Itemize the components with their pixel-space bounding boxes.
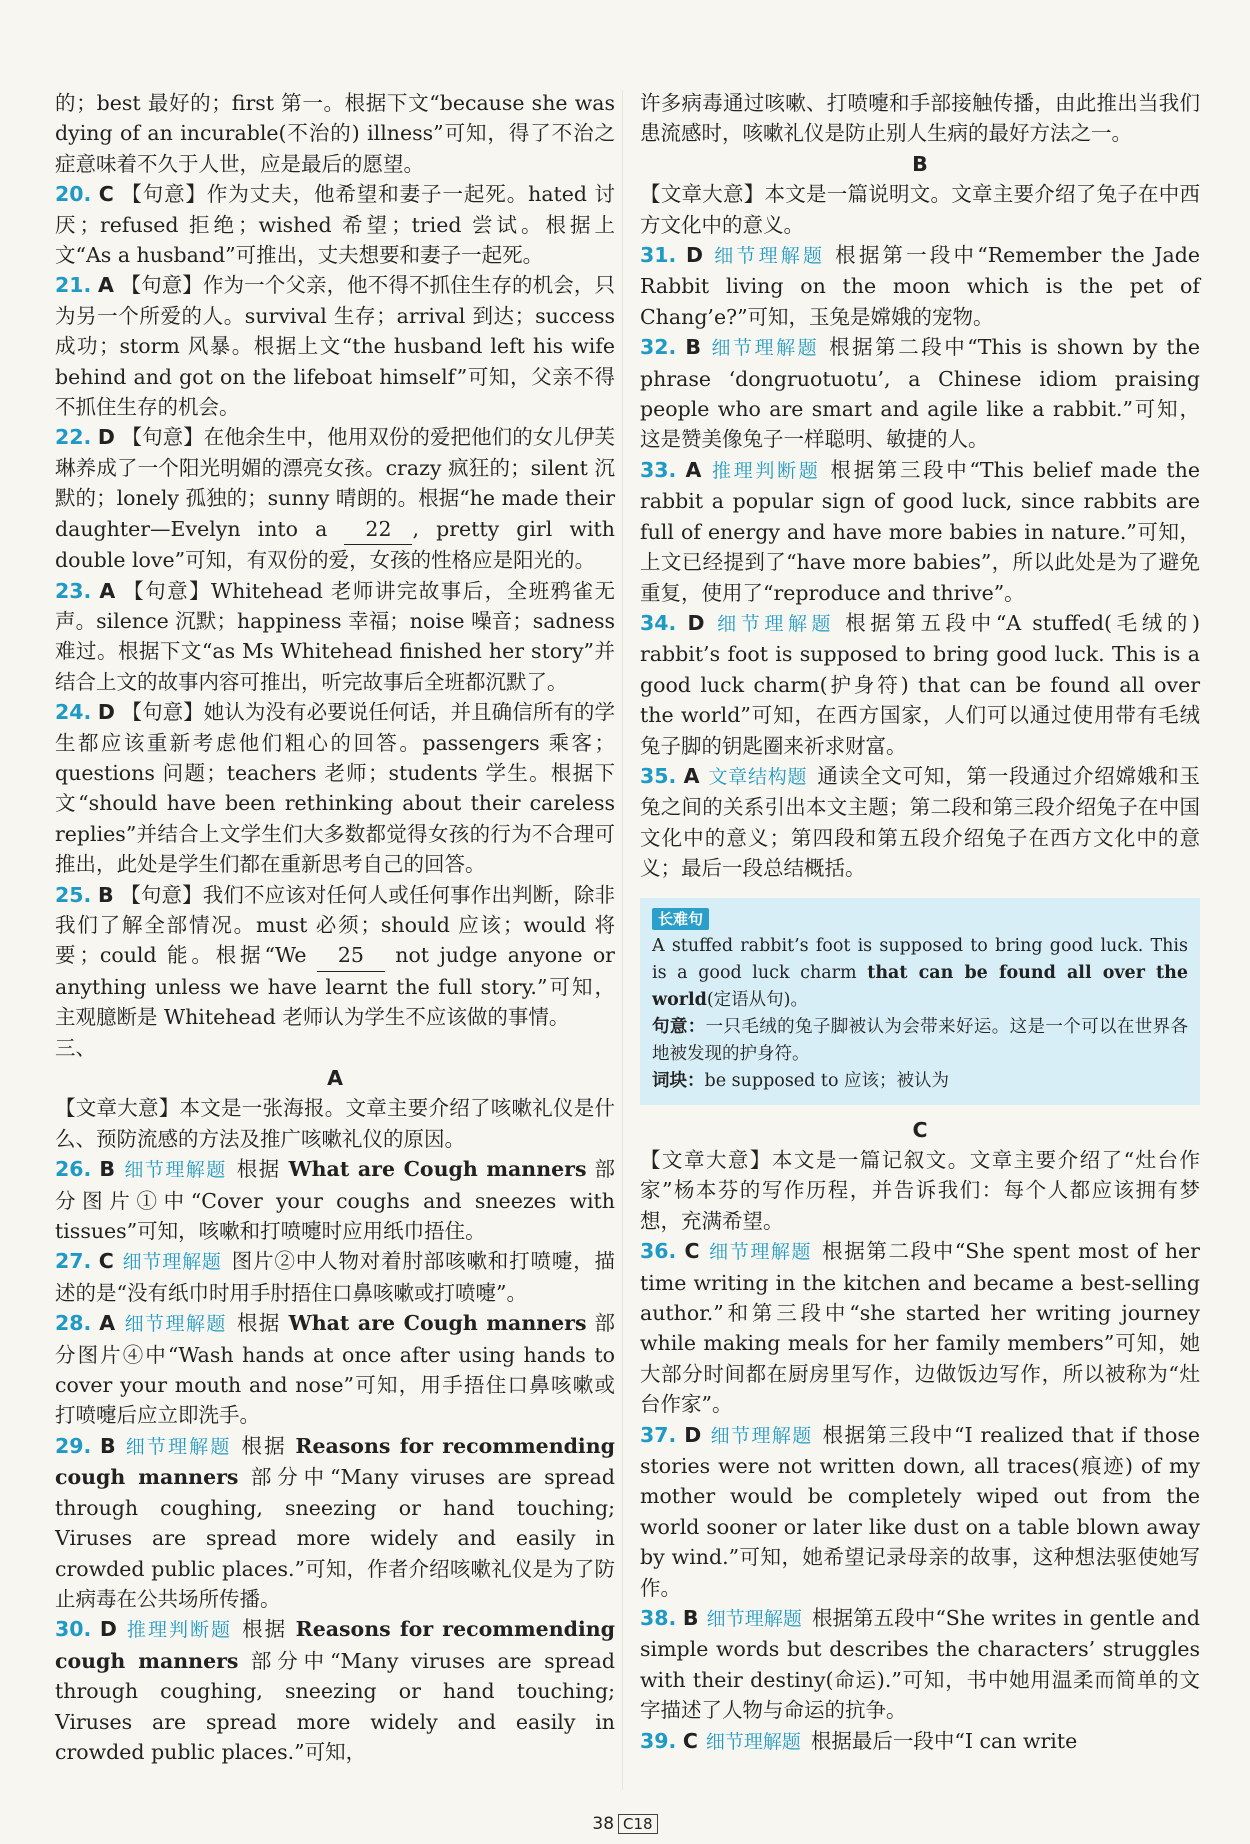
section-code: C18 bbox=[618, 1814, 658, 1834]
answer-item-28: 28. A 细节理解题 根据 What are Cough manners 部分图片④中“Wash hands at once after using hands to cover your mouth and nose”可知，用手捂住口鼻咳嗽或打喷嚏后应立即洗手。 bbox=[55, 1311, 615, 1428]
word-chunk: 词块：be supposed to 应该；被认为 bbox=[652, 1070, 950, 1091]
answer-item-26: 26. B 细节理解题 根据 What are Cough manners 部分图片①中“Cover your coughs and sneezes with tissues”可知，咳嗽和打喷嚏时应用纸巾捂住。 bbox=[55, 1157, 615, 1244]
answer-item-20: 20. C 【句意】作为丈夫，他希望和妻子一起死。hated 讨厌；refused 拒绝；wished 希望；tried 尝试。根据上文“As a husband”可推出，丈夫想要和妻子一起死。 bbox=[55, 182, 615, 268]
continuation-text: 的；best 最好的；first 第一。根据下文“because she was dying of an incurable(不治的) illness”可知，得了不治之症意味着不久于人世，应是最后的愿望。 bbox=[55, 91, 615, 176]
answer-item-29: 29. B 细节理解题 根据 Reasons for recommending cough manners 部分中“Many viruses are spread through coughing, sneezing or hand touching; Viruses are spread more widely and easily in crowded public places.”可知，作者介绍咳嗽礼仪是为了防止病毒在公共场所传播。 bbox=[55, 1433, 615, 1611]
column-divider bbox=[622, 90, 623, 1790]
page-footer bbox=[0, 1814, 1250, 1834]
right-column bbox=[640, 88, 1200, 1757]
sentence-meaning: 句意：一只毛绒的兔子脚被认为会带来好运。这是一个可以在世界各地被发现的护身符。 bbox=[652, 1016, 1189, 1064]
question-type-label: 文章结构题 bbox=[707, 765, 808, 788]
answer-item-25: 25. B 【句意】我们不应该对任何人或任何事作出判断，除非我们了解全部情况。must 必须；should 应该；would 将要；could 能。根据“We 25 not judge anyone or anything unless we have learnt the full story.”可知，主观臆断是 Whitehead 老师认为学生不应该做的事情。 bbox=[55, 882, 615, 1030]
question-type-label: 细节理解题 bbox=[709, 1424, 813, 1447]
blank-25: 25 bbox=[317, 940, 385, 971]
answer-item-30: 30. D 推理判断题 根据 Reasons for recommending cough manners 部分中“Many viruses are spread through coughing, sneezing or hand touching; Viruses are spread more widely and easily in crowded public places.”可知， bbox=[55, 1617, 615, 1764]
question-type-label: 细节理解题 bbox=[122, 1159, 227, 1182]
answer-item-36: 36. C 细节理解题 根据第二段中“She spent most of her time writing in the kitchen and became a best-selling author.”和第三段中“she started her writing journey while making meals for her family members”可知，她大部分时间都在厨房里写作，边做饭边写作，所以被称为“灶台作家”。 bbox=[640, 1239, 1200, 1417]
question-type-label: 细节理解题 bbox=[707, 1241, 813, 1264]
part-c-heading: C bbox=[912, 1117, 928, 1142]
part-a-heading: A bbox=[327, 1066, 343, 1090]
question-type-label: 细节理解题 bbox=[706, 1608, 802, 1631]
long-sentence-text: A stuffed rabbit’s foot is supposed to bring good luck. This is a good luck charm that can be found all over the world(定语从句)。 bbox=[652, 935, 1188, 1010]
answer-item-35: 35. A 文章结构题 通读全文可知，第一段通过介绍嫦娥和玉兔之间的关系引出本文主题；第二段和第三段介绍兔子在中国文化中的意义；第四段和第五段介绍兔子在西方文化中的意义；最后一段总结概括。 bbox=[640, 763, 1200, 881]
section-heading: 三、 bbox=[55, 1035, 96, 1060]
continuation-text: 许多病毒通过咳嗽、打喷嚏和手部接触传播，由此推出当我们患流感时，咳嗽礼仪是防止别人生病的最好方法之一。 bbox=[640, 91, 1200, 146]
answer-item-24: 24. D 【句意】她认为没有必要说任何话，并且确信所有的学生都应该重新考虑他们粗心的回答。passengers 乘客；questions 问题；teachers 老师；students 学生。根据下文“should have been rethinking about their careless replies”并结合上文学生们大多数都觉得女孩的行为不合理可推出，此处是学生们都在重新思考自己的回答。 bbox=[55, 700, 615, 877]
question-type-label: 细节理解题 bbox=[123, 1313, 227, 1336]
answer-item-39: 39. C 细节理解题 根据最后一段中“I can write bbox=[640, 1728, 1078, 1753]
question-type-label: 推理判断题 bbox=[124, 1619, 233, 1642]
answer-item-21: 21. A 【句意】作为一个父亲，他不得不抓住生存的机会，只为另一个所爱的人。survival 生存；arrival 到达；success 成功；storm 风暴。根据上文“the husband left his wife behind and got on the lifeboat himself”可知，父亲不得不抓住生存的机会。 bbox=[55, 273, 615, 420]
question-type-label: 细节理解题 bbox=[709, 337, 820, 360]
blank-22: 22 bbox=[344, 514, 412, 545]
answer-item-37: 37. D 细节理解题 根据第三段中“I realized that if those stories were not written down, all traces(痕迹) of my mother would be completely wiped out from the world sooner or later like dust on a table blown away by wind.”可知，她希望记录母亲的故事，这种想法驱使她写作。 bbox=[640, 1422, 1200, 1600]
summary-b: 【文章大意】本文是一篇说明文。文章主要介绍了兔子在中西方文化中的意义。 bbox=[640, 182, 1200, 237]
left-column bbox=[55, 88, 615, 1767]
summary-a: 【文章大意】本文是一张海报。文章主要介绍了咳嗽礼仪是什么、预防流感的方法及推广咳嗽礼仪的原因。 bbox=[55, 1096, 615, 1151]
answer-item-27: 27. C 细节理解题 图片②中人物对着肘部咳嗽和打喷嚏，描述的是“没有纸巾时用手肘捂住口鼻咳嗽或打喷嚏”。 bbox=[55, 1249, 615, 1305]
question-type-label: 细节理解题 bbox=[123, 1435, 232, 1458]
question-type-label: 细节理解题 bbox=[712, 612, 836, 635]
question-type-label: 细节理解题 bbox=[121, 1251, 222, 1274]
long-sentence-tag: 长难句 bbox=[652, 908, 709, 930]
answer-item-33: 33. A 推理判断题 根据第三段中“This belief made the rabbit a popular sign of good luck, since rabbits are full of energy and have more babies in nature.”可知，上文已经提到了“have more babies”，所以此处是为了避免重复，使用了“reproduce and thrive”。 bbox=[640, 457, 1200, 605]
question-type-label: 细节理解题 bbox=[705, 1730, 801, 1753]
summary-c: 【文章大意】本文是一篇记叙文。文章主要介绍了“灶台作家”杨本芬的写作历程，并告诉我们：每个人都应该拥有梦想，充满希望。 bbox=[640, 1147, 1200, 1233]
answer-item-31: 31. D 细节理解题 根据第一段中“Remember the Jade Rabbit living on the moon which is the pet of Chang’e?”可知，玉兔是嫦娥的宠物。 bbox=[640, 243, 1200, 329]
answer-item-23: 23. A 【句意】Whitehead 老师讲完故事后，全班鸦雀无声。silence 沉默；happiness 幸福；noise 噪音；sadness 难过。根据下文“as Ms Whitehead finished her story”并结合上文的故事内容可推出，听完故事后全班都沉默了。 bbox=[55, 578, 615, 694]
question-type-label: 推理判断题 bbox=[709, 459, 821, 482]
answer-item-32: 32. B 细节理解题 根据第二段中“This is shown by the phrase ‘dongruotuotu’, a Chinese idiom praising people who are smart and agile like a rabbit.”可知，这是赞美像兔子一样聪明、敏捷的人。 bbox=[640, 335, 1200, 452]
answer-item-38: 38. B 细节理解题 根据第五段中“She writes in gentle and simple words but describes the characters’ struggles with their destiny(命运).”可知，书中她用温柔而简单的文字描述了人物与命运的抗争。 bbox=[640, 1606, 1200, 1723]
answer-item-22: 22. D 【句意】在他余生中，他用双份的爱把他们的女儿伊芙琳养成了一个阳光明媚的漂亮女孩。crazy 疯狂的；silent 沉默的；lonely 孤独的；sunny 晴朗的。根据“he made their daughter—Evelyn into a 22 , pretty girl with double love”可知，有双份的爱，女孩的性格应是阳光的。 bbox=[55, 425, 615, 573]
part-b-heading: B bbox=[912, 151, 928, 176]
page-number: 38 bbox=[592, 1814, 615, 1834]
question-type-label: 细节理解题 bbox=[711, 245, 826, 268]
answer-item-34: 34. D 细节理解题 根据第五段中“A stuffed(毛绒的) rabbit’s foot is supposed to bring good luck. This is a good luck charm(护身符) that can be found all over the world”可知，在西方国家，人们可以通过使用带有毛绒兔子脚的钥匙圈来祈求财富。 bbox=[640, 610, 1200, 758]
long-sentence-box bbox=[640, 898, 1200, 1105]
